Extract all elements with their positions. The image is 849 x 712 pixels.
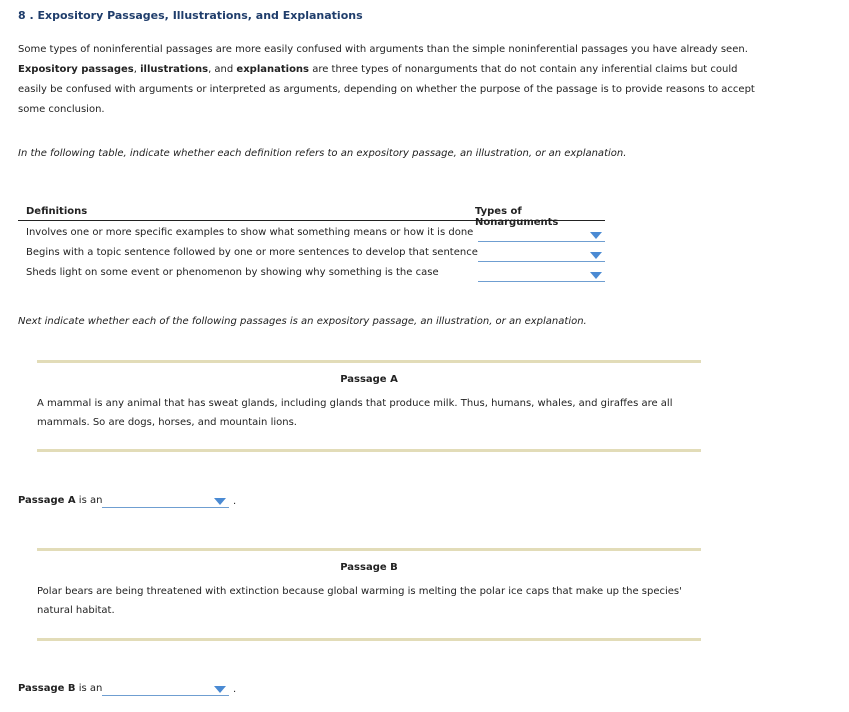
chevron-down-icon (590, 232, 602, 239)
passage-a-dropdown[interactable] (102, 493, 229, 508)
passage-a-label: Passage A (18, 495, 76, 506)
passage-a-answer (18, 495, 102, 506)
divider (37, 360, 701, 363)
passage-b-text: Polar bears are being threatened with extinction because global warming is melting the polar ice caps that make up the species' natural habitat. (37, 586, 682, 616)
passage-instructions: Next indicate whether each of the following passages is an expository passage, an illustration, or an explanation. (18, 316, 587, 327)
divider (37, 548, 701, 551)
divider (37, 449, 701, 452)
header-definitions: Definitions (26, 206, 88, 217)
intro-text-2: are three types of nonarguments that do not contain any inferential claims but could easily be confused with arguments or interpreted as arguments, depending on whether the purpose of the passage is to provide reasons to accept some conclusion. (18, 64, 755, 115)
intro-paragraph (18, 40, 758, 120)
chevron-down-icon (214, 498, 226, 505)
divider (37, 638, 701, 641)
chevron-down-icon (590, 252, 602, 259)
period: . (233, 684, 237, 695)
intro-sep-2: , and (208, 64, 237, 75)
definitions-table (18, 204, 605, 281)
period: . (233, 496, 237, 507)
passage-a-title: Passage A (340, 374, 398, 385)
table-header (18, 204, 605, 228)
table-row (18, 221, 605, 241)
table-instructions: In the following table, indicate whether each definition refers to an expository passage, an illustration, or an explanation. (18, 148, 627, 159)
passage-a-text: A mammal is any animal that has sweat glands, including glands that produce milk. Thus, humans, whales, and giraffes are all mammals. So are dogs, horses, and mountain lions. (37, 398, 673, 428)
definition-text: Sheds light on some event or phenomenon by showing why something is the case (26, 267, 439, 278)
passage-b-title: Passage B (340, 562, 398, 573)
passage-b-answer (18, 683, 102, 694)
chevron-down-icon (590, 272, 602, 279)
type-dropdown-3[interactable] (478, 267, 605, 282)
passage-b-suffix: is an (75, 683, 103, 694)
table-row (18, 261, 605, 281)
table-row (18, 241, 605, 261)
question-title: 8 . Expository Passages, Illustrations, and Explanations (18, 9, 363, 22)
passage-b-dropdown[interactable] (102, 681, 229, 696)
passage-b-box (37, 548, 701, 620)
intro-sep-1: , (133, 64, 141, 75)
intro-text-1: Some types of noninferential passages are more easily confused with arguments than the simple noninferential passages you have already seen. (18, 44, 748, 55)
term-explanations: explanations (236, 64, 310, 75)
passage-b-label: Passage B (18, 683, 76, 694)
term-illustrations: illustrations (140, 64, 209, 75)
definition-text: Begins with a topic sentence followed by one or more sentences to develop that sentence (26, 247, 478, 258)
definition-text: Involves one or more specific examples to show what something means or how it is done (26, 227, 474, 238)
chevron-down-icon (214, 686, 226, 693)
header-types: Types of Nonarguments (475, 206, 559, 228)
passage-a-suffix: is an (75, 495, 103, 506)
term-expository: Expository passages (18, 64, 134, 75)
type-dropdown-1[interactable] (478, 227, 605, 242)
passage-a-box (37, 360, 701, 432)
type-dropdown-2[interactable] (478, 247, 605, 262)
